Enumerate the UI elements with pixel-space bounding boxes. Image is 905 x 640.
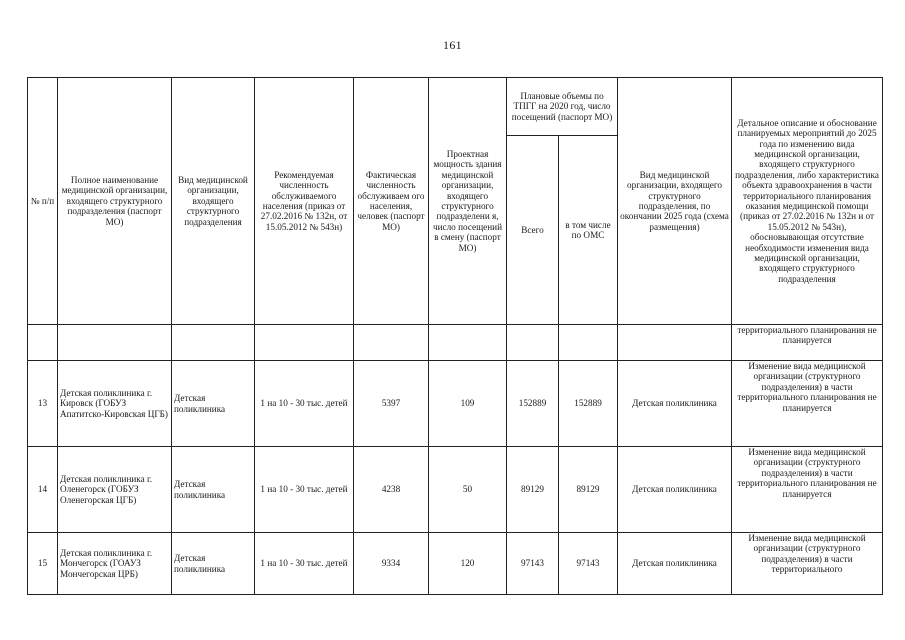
row-num: 14 [28,447,58,533]
table-row [28,361,883,447]
header-description: Детальное описание и обоснование планируемых мероприятий до 2025 года по изменению вида медицинской организации, входящего структурного подразделения, либо характеристика объекта здравоохранения в части территориального планирования оказания медицинской помощи (приказ от 27.02.2016 № 132н и от 15.05.2012 № 543н), обосновывающая отсутствие необходимости изменения вида медицинской организации, входящего структурного подразделения [732,78,883,325]
header-total: Всего [507,136,559,325]
cell-empty [354,325,429,361]
header-num: № п/п [28,78,58,325]
cell-empty [429,325,507,361]
cell-empty [507,325,559,361]
row-org-type: Детская поликлиника [172,361,255,447]
continuation-description: территориального планирования не планируется [732,325,883,361]
row-type-2025: Детская поликлиника [618,533,732,595]
page-number: 161 [443,38,462,52]
row-description: Изменение вида медицинской организации (структурного подразделения) в части территориального [732,533,883,595]
row-org-type: Детская поликлиника [172,533,255,595]
row-oms: 152889 [559,361,618,447]
row-recommended-population: 1 на 10 - 30 тыс. детей [255,533,354,595]
row-actual-population: 4238 [354,447,429,533]
row-actual-population: 9334 [354,533,429,595]
header-full-name: Полное наименование медицинской организации, входящего структурного подразделения (паспорт МО) [58,78,172,325]
header-actual-population: Фактическая численность обслуживаем ого населения, человек (паспорт МО) [354,78,429,325]
header-recommended-population: Рекомендуемая численность обслуживаемого населения (приказ от 27.02.2016 № 132н, от 15.05.2012 № 543н) [255,78,354,325]
row-full-name: Детская поликлиника г. Мончегорск (ГОАУЗ Мончегорская ЦРБ) [58,533,172,595]
row-type-2025: Детская поликлиника [618,361,732,447]
facilities-table [27,77,883,595]
cell-empty [559,325,618,361]
cell-empty [28,325,58,361]
header-row [28,78,883,136]
row-design-capacity: 50 [429,447,507,533]
row-type-2025: Детская поликлиника [618,447,732,533]
row-num: 13 [28,361,58,447]
table-row [28,533,883,595]
row-design-capacity: 109 [429,361,507,447]
row-recommended-population: 1 на 10 - 30 тыс. детей [255,361,354,447]
row-org-type: Детская поликлиника [172,447,255,533]
header-type-2025: Вид медицинской организации, входящего структурного подразделения, по окончании 2025 года (схема размещения) [618,78,732,325]
row-design-capacity: 120 [429,533,507,595]
header-planned-volumes: Плановые объемы по ТПГГ на 2020 год, число посещений (паспорт МО) [507,78,618,136]
cell-empty [255,325,354,361]
cell-empty [618,325,732,361]
table-row [28,447,883,533]
row-description: Изменение вида медицинской организации (структурного подразделения) в части территориального планирования не планируется [732,361,883,447]
header-oms: в том числе по ОМС [559,136,618,325]
row-description: Изменение вида медицинской организации (структурного подразделения) в части территориального планирования не планируется [732,447,883,533]
continuation-row [28,325,883,361]
row-total: 97143 [507,533,559,595]
row-oms: 97143 [559,533,618,595]
row-num: 15 [28,533,58,595]
row-full-name: Детская поликлиника г. Оленегорск (ГОБУЗ Оленегорская ЦГБ) [58,447,172,533]
row-total: 152889 [507,361,559,447]
row-oms: 89129 [559,447,618,533]
cell-empty [58,325,172,361]
cell-empty [172,325,255,361]
header-org-type: Вид медицинской организации, входящего структурного подразделения [172,78,255,325]
row-recommended-population: 1 на 10 - 30 тыс. детей [255,447,354,533]
row-actual-population: 5397 [354,361,429,447]
header-design-capacity: Проектная мощность здания медицинской организации, входящего структурного подразделени я, число посещений в смену (паспорт МО) [429,78,507,325]
row-total: 89129 [507,447,559,533]
row-full-name: Детская поликлиника г. Кировск (ГОБУЗ Апатитско-Кировская ЦГБ) [58,361,172,447]
